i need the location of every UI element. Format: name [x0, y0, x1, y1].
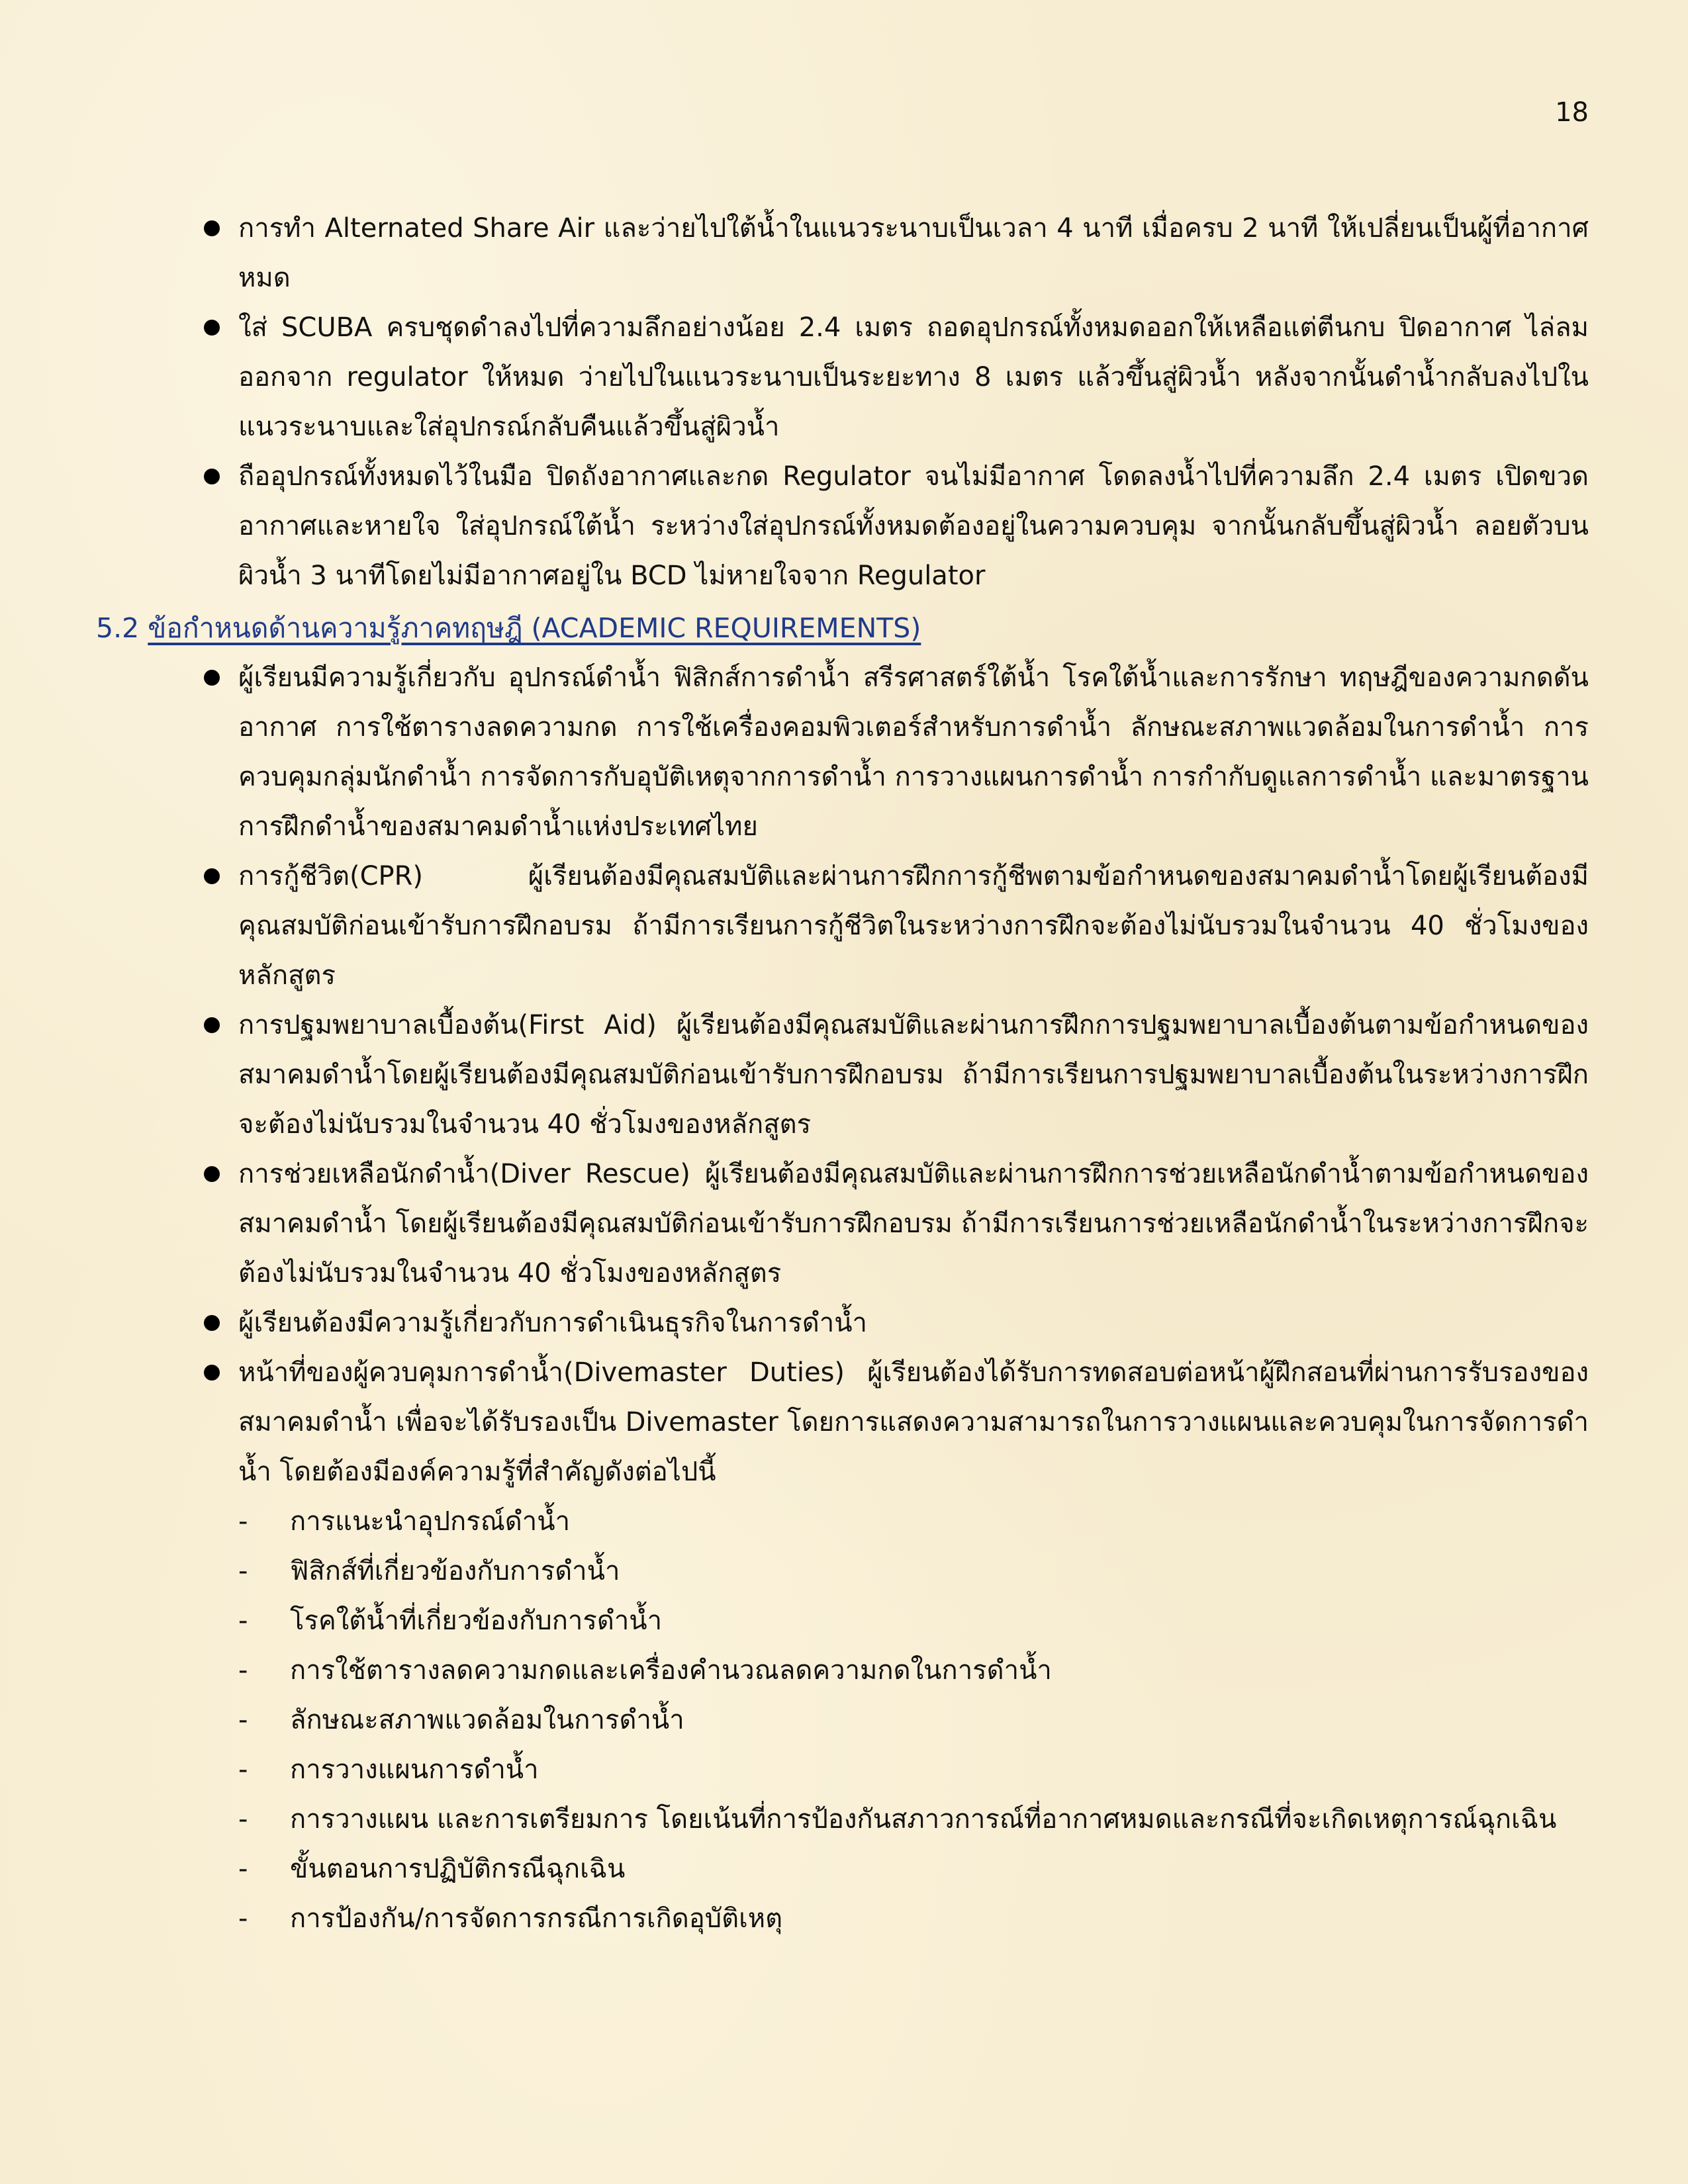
list-item	[139, 204, 1589, 303]
bullet-text: ใส่ SCUBA ครบชุดดำลงไปที่ความลึกอย่างน้อย 2.4 เมตร ถอดอุปกรณ์ทั้งหมดออกให้เหลือแต่ตีนกบ ปิดอากาศ ไล่ลมออกจาก regulator ให้หมด ว่ายไปในแนวระนาบเป็นระยะทาง 8 เมตร แล้วขึ้นสู่ผิวน้ำ หลังจากนั้นดำน้ำกลับลงไปในแนวระนาบและใส่อุปกรณ์กลับคืนแล้วขึ้นสู่ผิวน้ำ	[238, 312, 1589, 442]
dash-marker: -	[238, 1903, 248, 1934]
list-item	[139, 452, 1589, 601]
list-item	[139, 1348, 1589, 1497]
dash-marker: -	[238, 1705, 248, 1735]
duty-text: ขั้นตอนการปฏิบัติกรณีฉุกเฉิน	[290, 1854, 626, 1884]
duty-item	[238, 1844, 1589, 1894]
bullet-text: ผู้เรียนต้องมีความรู้เกี่ยวกับการดำเนินธุรกิจในการดำน้ำ	[238, 1308, 867, 1338]
dash-marker: -	[238, 1506, 248, 1537]
section-heading	[96, 604, 1589, 653]
bullet-icon	[204, 320, 220, 336]
dash-marker: -	[238, 1754, 248, 1785]
dash-marker: -	[238, 1655, 248, 1686]
list-item	[139, 852, 1589, 1001]
bullet-icon	[204, 220, 220, 236]
dash-marker: -	[238, 1854, 248, 1884]
list-item	[139, 303, 1589, 452]
dash-marker: -	[238, 1804, 248, 1835]
duty-item	[238, 1547, 1589, 1596]
section-number: 5.2	[96, 612, 140, 644]
bullet-text: การทำ Alternated Share Air และว่ายไปใต้น้ำในแนวระนาบเป็นเวลา 4 นาที เมื่อครบ 2 นาที ให้เปลี่ยนเป็นผู้ที่อากาศหมด	[238, 213, 1589, 293]
duty-item	[238, 1646, 1589, 1696]
duty-text: การแนะนำอุปกรณ์ดำน้ำ	[290, 1506, 571, 1537]
bullet-text: ผู้เรียนมีความรู้เกี่ยวกับ อุปกรณ์ดำน้ำ ฟิสิกส์การดำน้ำ สรีรศาสตร์ใต้น้ำ โรคใต้น้ำและการรักษา ทฤษฎีของความกดดันอากาศ การใช้ตารางลดความกด การใช้เครื่องคอมพิวเตอร์สำหรับการดำน้ำ ลักษณะสภาพแวดล้อมในการดำน้ำ การควบคุมกลุ่มนักดำน้ำ การจัดการกับอุบัติเหตุจากการดำน้ำ การวางแผนการดำน้ำ การกำกับดูแลการดำน้ำ และมาตรฐานการฝึกดำน้ำของสมาคมดำน้ำแห่งประเทศไทย	[238, 662, 1589, 842]
dash-marker: -	[238, 1556, 248, 1586]
bullet-text: หน้าที่ของผู้ควบคุมการดำน้ำ(Divemaster Duties) ผู้เรียนต้องได้รับการทดสอบต่อหน้าผู้ฝึกสอนที่ผ่านการรับรองของสมาคมดำน้ำ เพื่อจะได้รับรองเป็น Divemaster โดยการแสดงความสามารถในการวางแผนและควบคุมในการจัดการดำน้ำ โดยต้องมีองค์ความรู้ที่สำคัญดังต่อไปนี้	[238, 1357, 1589, 1487]
bullet-text: ถืออุปกรณ์ทั้งหมดไว้ในมือ ปิดถังอากาศและกด Regulator จนไม่มีอากาศ โดดลงน้ำไปที่ความลึก 2.4 เมตร เปิดขวดอากาศและหายใจ ใส่อุปกรณ์ใต้น้ำ ระหว่างใส่อุปกรณ์ทั้งหมดต้องอยู่ในความควบคุม จากนั้นกลับขึ้นสู่ผิวน้ำ ลอยตัวบนผิวน้ำ 3 นาทีโดยไม่มีอากาศอยู่ใน BCD ไม่หายใจจาก Regulator	[238, 461, 1589, 591]
duty-item	[238, 1596, 1589, 1646]
list-item	[139, 653, 1589, 852]
duty-item	[238, 1894, 1589, 1944]
duty-text: โรคใต้น้ำที่เกี่ยวข้องกับการดำน้ำ	[290, 1606, 663, 1636]
duty-item	[238, 1795, 1589, 1844]
bullet-icon	[204, 868, 220, 884]
section-title: ข้อกำหนดด้านความรู้ภาคทฤษฎี (ACADEMIC REQUIREMENTS)	[148, 612, 921, 644]
bullet-text: การช่วยเหลือนักดำน้ำ(Diver Rescue) ผู้เรียนต้องมีคุณสมบัติและผ่านการฝึกการช่วยเหลือนักดำน้ำตามข้อกำหนดของสมาคมดำน้ำ โดยผู้เรียนต้องมีคุณสมบัติก่อนเข้ารับการฝึกอบรม ถ้ามีการเรียนการช่วยเหลือนักดำน้ำในระหว่างการฝึกจะต้องไม่นับรวมในจำนวน 40 ชั่วโมงของหลักสูตร	[238, 1159, 1589, 1289]
duty-item	[238, 1497, 1589, 1547]
bullet-icon	[204, 1166, 220, 1182]
bullet-icon	[204, 1017, 220, 1033]
list-item	[139, 1298, 1589, 1348]
bullet-icon	[204, 469, 220, 484]
duty-text: การป้องกัน/การจัดการกรณีการเกิดอุบัติเหตุ	[290, 1903, 783, 1934]
duty-text: การใช้ตารางลดความกดและเครื่องคำนวณลดความกดในการดำน้ำ	[290, 1655, 1052, 1686]
bullet-text: การกู้ชีวิต(CPR) ผู้เรียนต้องมีคุณสมบัติและผ่านการฝึกการกู้ชีพตามข้อกำหนดของสมาคมดำน้ำโดยผู้เรียนต้องมีคุณสมบัติก่อนเข้ารับการฝึกอบรม ถ้ามีการเรียนการกู้ชีวิตในระหว่างการฝึกจะต้องไม่นับรวมในจำนวน 40 ชั่วโมงของหลักสูตร	[238, 861, 1589, 991]
list-item	[139, 1150, 1589, 1298]
duty-text: ฟิสิกส์ที่เกี่ยวข้องกับการดำน้ำ	[290, 1556, 620, 1586]
page-number: 18	[1555, 97, 1589, 128]
duty-item	[238, 1696, 1589, 1745]
bullet-icon	[204, 1365, 220, 1381]
bullet-icon	[204, 670, 220, 686]
bullet-icon	[204, 1315, 220, 1331]
duty-text: ลักษณะสภาพแวดล้อมในการดำน้ำ	[290, 1705, 684, 1735]
page-content	[96, 204, 1589, 1944]
bullet-text: การปฐมพยาบาลเบื้องต้น(First Aid) ผู้เรียนต้องมีคุณสมบัติและผ่านการฝึกการปฐมพยาบาลเบื้องต้นตามข้อกำหนดของสมาคมดำน้ำโดยผู้เรียนต้องมีคุณสมบัติก่อนเข้ารับการฝึกอบรม ถ้ามีการเรียนการปฐมพยาบาลเบื้องต้นในระหว่างการฝึกจะต้องไม่นับรวมในจำนวน 40 ชั่วโมงของหลักสูตร	[238, 1010, 1589, 1140]
duty-item	[238, 1745, 1589, 1795]
list-item	[139, 1001, 1589, 1150]
dash-marker: -	[238, 1606, 248, 1636]
duty-text: การวางแผน และการเตรียมการ โดยเน้นที่การป้องกันสภาวการณ์ที่อากาศหมดและกรณีที่จะเกิดเหตุการณ์ฉุกเฉิน	[290, 1804, 1557, 1835]
duty-text: การวางแผนการดำน้ำ	[290, 1754, 539, 1785]
